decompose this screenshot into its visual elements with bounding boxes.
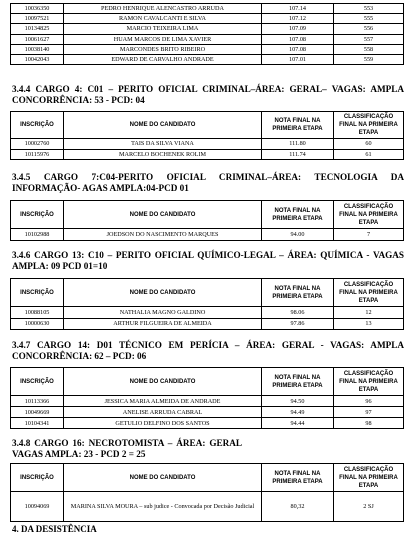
nota-cell: 107.12 [262,14,334,24]
nome-cell: MARCONDES BRITO RIBEIRO [64,44,262,54]
classificacao-cell: 558 [334,44,404,54]
inscricao-cell: 10102988 [11,229,64,241]
nome-cell: RAMON CAVALCANTI E SILVA [64,14,262,24]
column-header-classificacao: CLASSIFICAÇÃO FINAL NA PRIMEIRA ETAPA [334,112,404,139]
table-row [11,4,404,14]
table-row [11,396,404,407]
nome-cell: JESSICA MARIA ALMEIDA DE ANDRADE [64,396,262,407]
results-table [10,367,404,429]
table-row [11,418,404,429]
table-row [11,407,404,418]
table-row [11,229,404,241]
nota-cell: 111.74 [262,149,334,160]
column-header-classificacao: CLASSIFICAÇÃO FINAL NA PRIMEIRA ETAPA [334,201,404,229]
inscricao-cell: 10036350 [11,4,64,14]
column-header-classificacao: CLASSIFICAÇÃO FINAL NA PRIMEIRA ETAPA [334,368,404,396]
column-header-inscricao: INSCRIÇÃO [11,279,64,307]
inscricao-cell: 10113366 [11,396,64,407]
classificacao-cell: 60 [334,139,404,150]
table-header-row [11,279,404,307]
inscricao-cell: 10088105 [11,307,64,319]
classificacao-cell: 13 [334,318,404,330]
table-header-row [11,464,404,492]
classificacao-cell: 557 [334,34,404,44]
section-heading-desistencia: 4. DA DESISTÊNCIA [12,524,97,534]
nota-cell: 107.08 [262,34,334,44]
inscricao-cell: 10115976 [11,149,64,160]
column-header-inscricao: INSCRIÇÃO [11,112,64,139]
results-table-continued [10,3,404,65]
inscricao-cell: 10134825 [11,24,64,34]
results-table [10,200,404,241]
nome-cell: HUAM MARCOS DE LIMA XAVIER [64,34,262,44]
nota-cell: 98.06 [262,307,334,319]
table-row [11,44,404,54]
inscricao-cell: 10049669 [11,407,64,418]
table-header-row [11,201,404,229]
inscricao-cell: 10042043 [11,54,64,64]
table-row [11,149,404,160]
column-header-nota: NOTA FINAL NA PRIMEIRA ETAPA [262,279,334,307]
column-header-nota: NOTA FINAL NA PRIMEIRA ETAPA [262,464,334,492]
classificacao-cell: 7 [334,229,404,241]
nota-cell: 107.01 [262,54,334,64]
column-header-nome: NOME DO CANDIDATO [64,201,262,229]
classificacao-cell: 556 [334,24,404,34]
column-header-nota: NOTA FINAL NA PRIMEIRA ETAPA [262,368,334,396]
results-table [10,111,404,160]
table-row [11,139,404,150]
column-header-nome: NOME DO CANDIDATO [64,112,262,139]
column-header-nota: NOTA FINAL NA PRIMEIRA ETAPA [262,112,334,139]
column-header-nome: NOME DO CANDIDATO [64,279,262,307]
table-row [11,34,404,44]
nome-cell: ARTHUR FILGUEIRA DE ALMEIDA [64,318,262,330]
table-row [11,318,404,330]
nota-cell: 94.44 [262,418,334,429]
classificacao-cell: 555 [334,14,404,24]
column-header-inscricao: INSCRIÇÃO [11,201,64,229]
nota-cell: 111.80 [262,139,334,150]
table-header-row [11,112,404,139]
table-row [11,54,404,64]
section-heading: 3.4.5 CARGO 7:C04-PERITO OFICIAL CRIMINAL–ÁREA: TECNOLOGIA DA INFORMAÇÃO- AGAS AMPLA:04-PCD 01 [12,172,404,193]
nome-cell: EDWARD DE CARVALHO ANDRADE [64,54,262,64]
nome-cell: PEDRO HENRIQUE ALENCASTRO ARRUDA [64,4,262,14]
inscricao-cell: 10061627 [11,34,64,44]
nota-cell: 107.09 [262,24,334,34]
nome-cell: GETULIO DELFINO DOS SANTOS [64,418,262,429]
column-header-nome: NOME DO CANDIDATO [64,368,262,396]
nota-cell: 94.00 [262,229,334,241]
section-heading: 3.4.8 CARGO 16: NECROTOMISTA – ÁREA: GERAL VAGAS AMPLA: 23 - PCD 2 = 25 [12,438,242,459]
column-header-nome: NOME DO CANDIDATO [64,464,262,492]
inscricao-cell: 10002760 [11,139,64,150]
nome-cell: MARCELO BOCHENEK ROLIM [64,149,262,160]
nota-cell: 80,32 [262,492,334,522]
classificacao-cell: 12 [334,307,404,319]
column-header-inscricao: INSCRIÇÃO [11,464,64,492]
classificacao-cell: 553 [334,4,404,14]
table-row [11,307,404,319]
inscricao-cell: 10038140 [11,44,64,54]
column-header-inscricao: INSCRIÇÃO [11,368,64,396]
classificacao-cell: 61 [334,149,404,160]
table-row [11,24,404,34]
classificacao-cell: 559 [334,54,404,64]
nome-cell: MARINA SILVA MOURA – sub judice - Convocada por Decisão Judicial [64,492,262,522]
column-header-classificacao: CLASSIFICAÇÃO FINAL NA PRIMEIRA ETAPA [334,464,404,492]
section-heading: 3.4.6 CARGO 13: C10 – PERITO OFICIAL QUÍMICO-LEGAL – ÁREA: QUÍMICA - VAGAS AMPLA: 09 PCD 01=10 [12,250,404,271]
table-header-row [11,368,404,396]
inscricao-cell: 10000630 [11,318,64,330]
inscricao-cell: 10104341 [11,418,64,429]
nome-cell: MARCIO TEIXEIRA LIMA [64,24,262,34]
classificacao-cell: 98 [334,418,404,429]
classificacao-cell: 96 [334,396,404,407]
classificacao-cell: 2 SJ [334,492,404,522]
nota-cell: 107.08 [262,44,334,54]
column-header-classificacao: CLASSIFICAÇÃO FINAL NA PRIMEIRA ETAPA [334,279,404,307]
nota-cell: 94.50 [262,396,334,407]
section-heading: 3.4.4 CARGO 4: C01 – PERITO OFICIAL CRIMINAL–ÁREA: GERAL– VAGAS: AMPLA CONCORRÊNCIA: 53 - PCD: 04 [12,84,404,105]
nota-cell: 94.49 [262,407,334,418]
table-row [11,492,404,522]
table-row [11,14,404,24]
column-header-nota: NOTA FINAL NA PRIMEIRA ETAPA [262,201,334,229]
inscricao-cell: 10097521 [11,14,64,24]
classificacao-cell: 97 [334,407,404,418]
results-table [10,463,404,522]
nome-cell: JOEDSON DO NASCIMENTO MARQUES [64,229,262,241]
nota-cell: 107.14 [262,4,334,14]
results-table [10,278,404,330]
nome-cell: TAIS DA SILVA VIANA [64,139,262,150]
nome-cell: ANELISE ARRUDA CABRAL [64,407,262,418]
nome-cell: NATHALIA MAGNO GALDINO [64,307,262,319]
inscricao-cell: 10094069 [11,492,64,522]
nota-cell: 97.86 [262,318,334,330]
section-heading: 3.4.7 CARGO 14: D01 TÉCNICO EM PERÍCIA – ÁREA: GERAL - VAGAS: AMPLA CONCORRÊNCIA: 62 – PCD: 06 [12,340,404,361]
